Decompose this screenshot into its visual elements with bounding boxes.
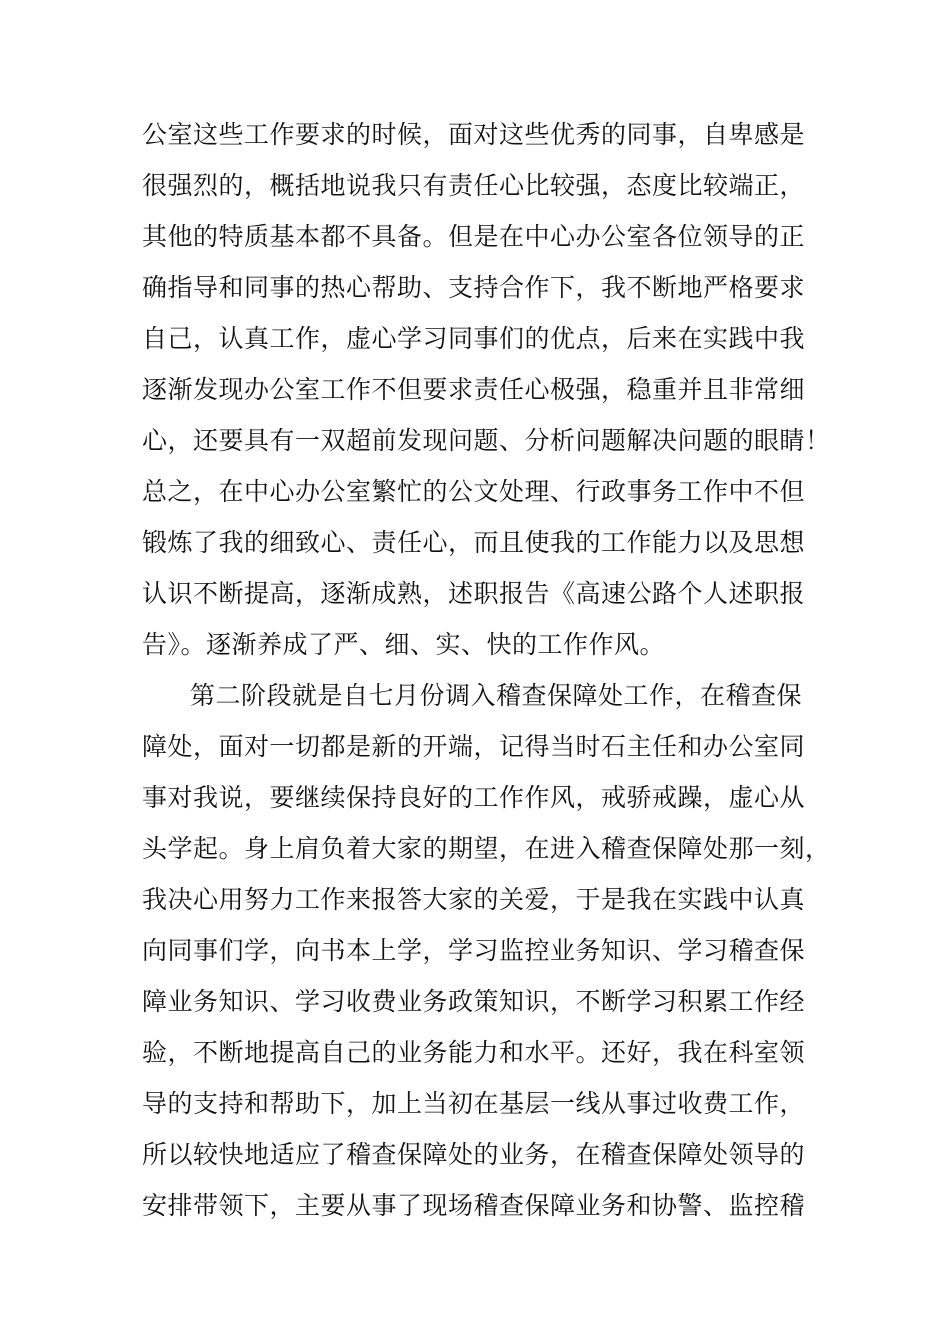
- text-line: 公室这些工作要求的时候，面对这些优秀的同事，自卑感是: [142, 120, 806, 149]
- text-line: 很强烈的，概括地说我只有责任心比较强，态度比较端正，: [142, 171, 806, 200]
- paragraph-start-line: 第二阶段就是自七月份调入稽查保障处工作，在稽查保: [190, 681, 803, 710]
- text-line: 总之，在中心办公室繁忙的公文处理、行政事务工作中不但: [142, 477, 806, 506]
- text-line: 事对我说，要继续保持良好的工作作风，戒骄戒躁，虚心从: [142, 783, 806, 812]
- text-line: 确指导和同事的热心帮助、支持合作下，我不断地严格要求: [142, 273, 806, 302]
- text-line: 锻炼了我的细致心、责任心，而且使我的工作能力以及思想: [142, 528, 806, 557]
- text-line: 向同事们学，向书本上学，学习监控业务知识、学习稽查保: [142, 936, 806, 965]
- text-line: 安排带领下，主要从事了现场稽查保障业务和协警、监控稽: [142, 1191, 806, 1220]
- text-line: 障处，面对一切都是新的开端，记得当时石主任和办公室同: [142, 732, 806, 761]
- text-line: 障业务知识、学习收费业务政策知识，不断学习积累工作经: [142, 987, 806, 1016]
- text-line: 自己，认真工作，虚心学习同事们的优点，后来在实践中我: [142, 324, 806, 353]
- text-line: 心，还要具有一双超前发现问题、分析问题解决问题的眼睛！: [142, 426, 831, 455]
- text-line: 头学起。身上肩负着大家的期望，在进入稽查保障处那一刻，: [142, 834, 831, 863]
- text-line: 逐渐发现办公室工作不但要求责任心极强，稳重并且非常细: [142, 375, 806, 404]
- text-line: 其他的特质基本都不具备。但是在中心办公室各位领导的正: [142, 222, 806, 251]
- text-line: 告》。逐渐养成了严、细、实、快的工作作风。: [142, 630, 666, 659]
- text-line: 我决心用努力工作来报答大家的关爱，于是我在实践中认真: [142, 885, 806, 914]
- text-line: 导的支持和帮助下，加上当初在基层一线从事过收费工作，: [142, 1089, 806, 1118]
- text-line: 认识不断提高，逐渐成熟，述职报告《高速公路个人述职报: [142, 579, 806, 608]
- text-line: 验，不断地提高自己的业务能力和水平。还好，我在科室领: [142, 1038, 806, 1067]
- text-line: 所以较快地适应了稽查保障处的业务，在稽查保障处领导的: [142, 1140, 806, 1169]
